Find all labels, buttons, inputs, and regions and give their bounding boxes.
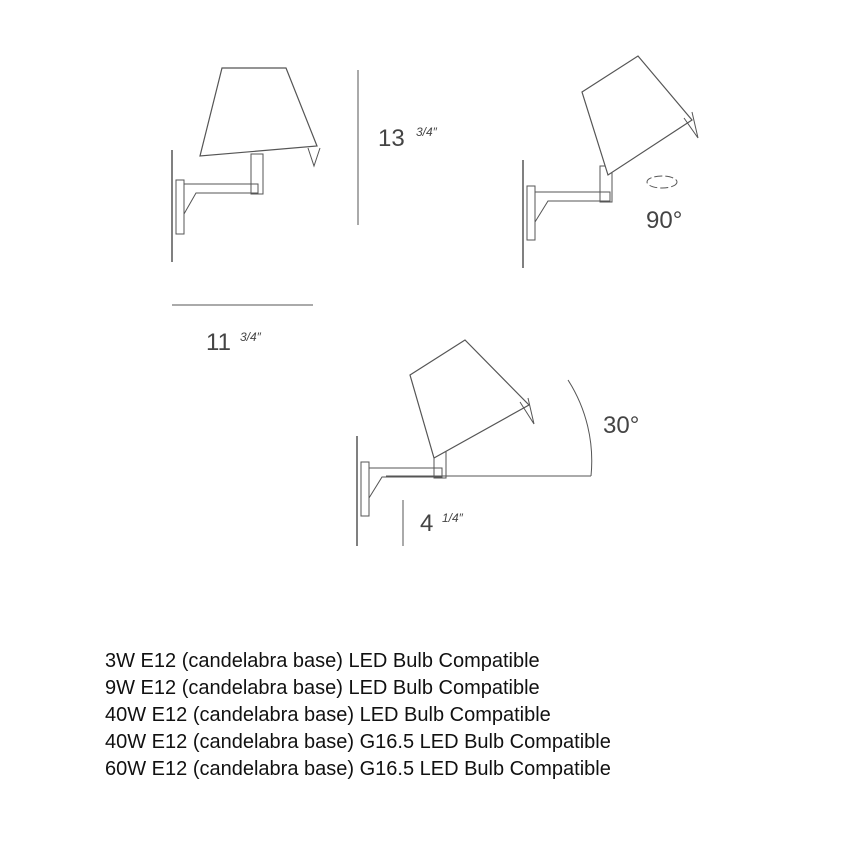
width-dimension-value: 11 — [206, 329, 231, 356]
lamp-shade — [582, 56, 692, 175]
depth-dimension-fraction: 1/4″ — [442, 511, 463, 525]
wall-plate — [527, 186, 535, 240]
rotation-angle-label: 90° — [646, 207, 683, 234]
shade-handle — [308, 148, 320, 166]
rotated-view-lamp — [523, 56, 698, 268]
bulb-spec-item: 40W E12 (candelabra base) LED Bulb Compatible — [105, 704, 551, 726]
lamp-stem — [251, 154, 263, 194]
bulb-spec-item: 9W E12 (candelabra base) LED Bulb Compatible — [105, 677, 540, 699]
bulb-spec-item: 3W E12 (candelabra base) LED Bulb Compatible — [105, 650, 540, 672]
wall-plate — [361, 462, 369, 516]
lamp-shade — [200, 68, 317, 156]
bulb-spec-list — [105, 648, 805, 783]
height-dimension-fraction: 3/4″ — [416, 125, 437, 139]
depth-dimension-value: 4 — [420, 510, 434, 537]
lamp-shade — [410, 340, 529, 458]
width-dimension-fraction: 3/4″ — [240, 330, 261, 344]
tilt-arc — [568, 380, 592, 476]
lamp-arm — [184, 184, 258, 214]
height-dimension-value: 13 — [378, 125, 405, 152]
bulb-spec-item: 40W E12 (candelabra base) G16.5 LED Bulb Compatible — [105, 731, 611, 753]
bulb-spec-item: 60W E12 (candelabra base) G16.5 LED Bulb Compatible — [105, 758, 611, 780]
front-view-lamp — [172, 68, 320, 262]
rotation-arrow-icon — [647, 176, 677, 188]
lamp-arm — [535, 192, 610, 222]
lamp-arm — [369, 468, 442, 498]
tilt-angle-label: 30° — [603, 412, 640, 439]
wall-plate — [176, 180, 184, 234]
